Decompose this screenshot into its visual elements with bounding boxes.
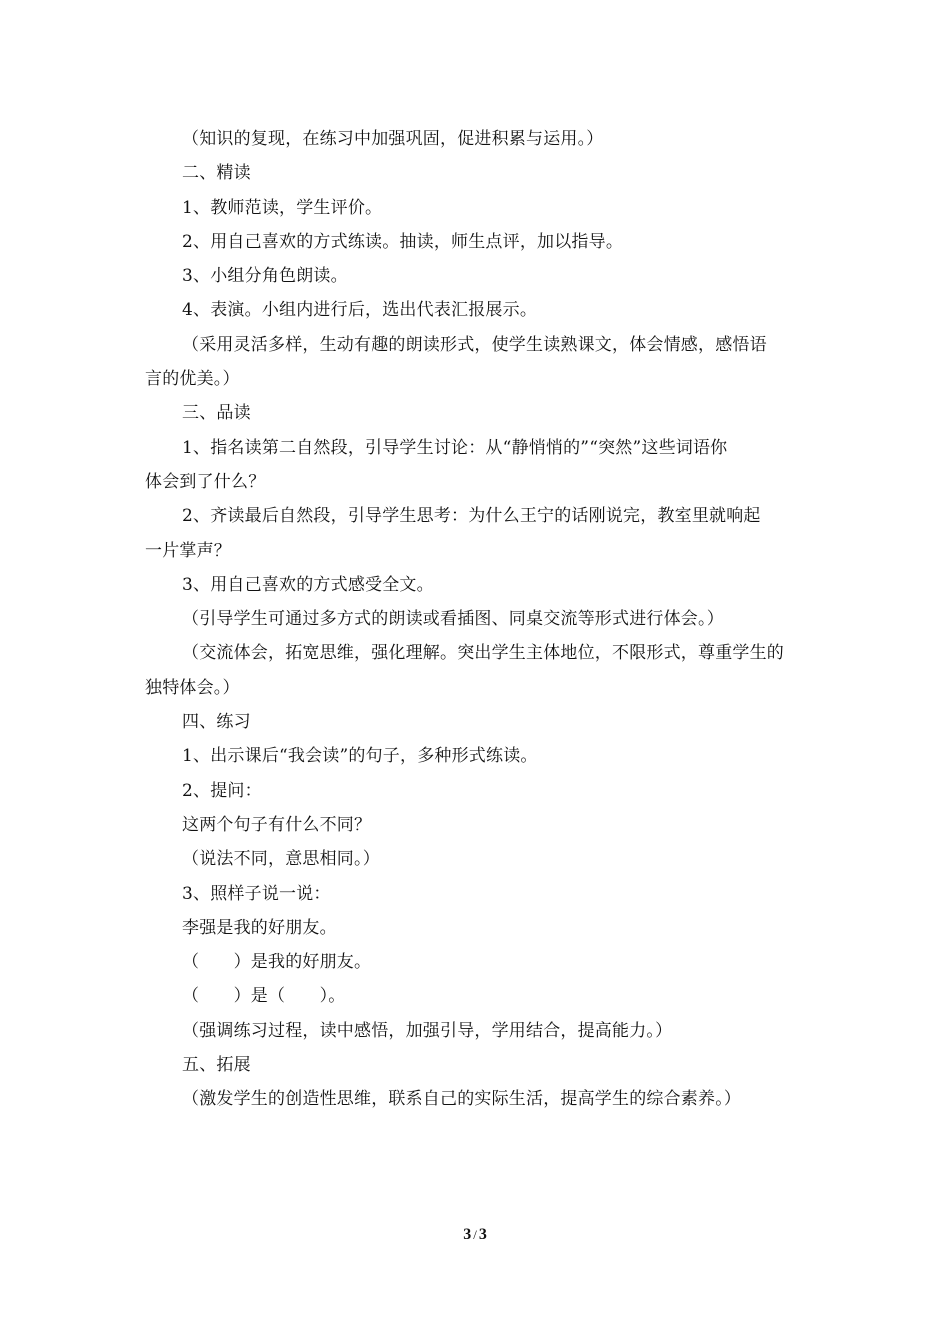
example-sentence: 李强是我的好朋友。 [182,917,337,938]
list-item: 4、表演。小组内进行后，选出代表汇报展示。 [182,300,538,321]
note-paragraph: （引导学生可通过多方式的朗读或看插图、同桌交流等形式进行体会。） [182,609,724,630]
note-paragraph-line-2: 言的优美。） [145,369,240,390]
list-item: 1、出示课后“我会读”的句子，多种形式练读。 [182,746,538,767]
note-paragraph-line-1: （采用灵活多样，生动有趣的朗读形式，使学生读熟课文，体会情感，感悟语 [182,334,767,355]
note-paragraph: （激发学生的创造性思维，联系自己的实际生活，提高学生的综合素养。） [182,1089,742,1110]
note-paragraph: （知识的复现，在练习中加强巩固，促进积累与运用。） [182,129,604,149]
answer-text: （说法不同，意思相同。） [182,849,380,870]
list-item-line-2: 一片掌声？ [145,540,231,561]
note-paragraph-line-1: （交流体会，拓宽思维，强化理解。突出学生主体地位，不限形式，尊重学生的 [182,643,784,664]
list-item: 2、提问： [182,780,262,801]
fill-in-sentence: （ ）是我的好朋友。 [182,952,372,973]
list-item-line-1: 2、齐读最后自然段，引导学生思考：为什么王宁的话刚说完，教室里就响起 [182,506,761,527]
list-item: 3、用自己喜欢的方式感受全文。 [182,574,434,595]
page-number-footer [0,1226,950,1244]
fill-in-sentence: （ ）是（ ）。 [182,986,346,1007]
note-paragraph-line-2: 独特体会。） [145,677,240,698]
list-item: 3、小组分角色朗读。 [182,266,348,287]
list-item-line-1: 1、指名读第二自然段，引导学生讨论：从“静悄悄的”“突然”这些词语你 [182,437,728,458]
list-item-line-2: 体会到了什么？ [145,471,266,492]
question-text: 这两个句子有什么不同？ [182,814,372,835]
section-heading-pindu: 三、品读 [182,403,251,424]
current-page-number: 3 [463,1226,472,1243]
document-body [145,122,810,1117]
section-heading-tuozhan: 五、拓展 [182,1055,251,1076]
note-paragraph: （强调练习过程，读中感悟，加强引导，学用结合，提高能力。） [182,1020,673,1041]
page-separator: / [473,1227,477,1242]
list-item: 1、教师范读，学生评价。 [182,197,383,218]
section-heading-jingdu: 二、精读 [182,163,251,184]
section-heading-lianxi: 四、练习 [182,712,251,733]
list-item: 3、照样子说一说： [182,883,331,904]
list-item: 2、用自己喜欢的方式练读。抽读，师生点评，加以指导。 [182,231,624,252]
total-page-count: 3 [478,1226,487,1243]
